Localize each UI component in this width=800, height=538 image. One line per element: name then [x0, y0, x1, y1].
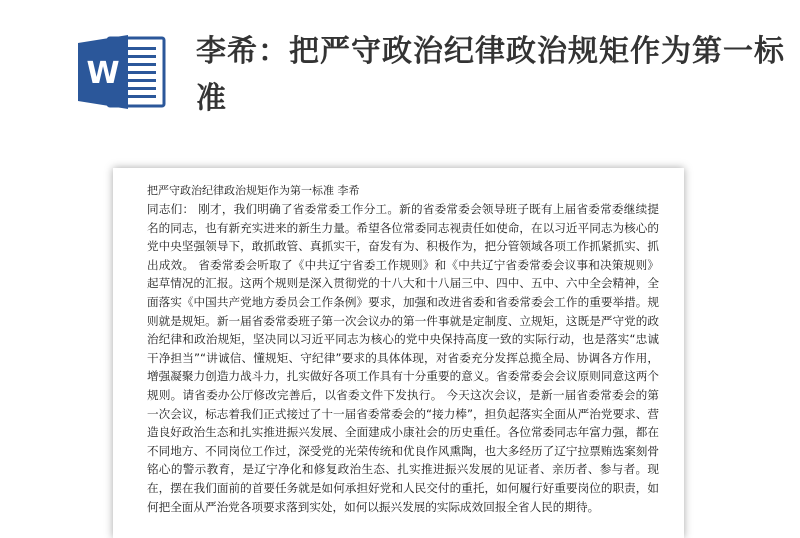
document-page	[113, 168, 684, 538]
document-content	[147, 182, 659, 516]
page-title: 李希：把严守政治纪律政治规矩作为第一标准	[196, 34, 785, 116]
word-document-icon	[76, 33, 166, 111]
document-body: 同志们： 刚才，我们明确了省委常委工作分工。新的省委常委会领导班子既有上届省委常委继续提名的同志，也有新充实进来的新生力量。希望各位常委同志视责任如使命，在以习近平同志为核心的党中央坚强领导下，敢抓敢管、真抓实干，奋发有为、积极作为，把分管领域各项工作抓紧抓实、抓出成效。 省委常委会听取了《中共辽宁省委工作规则》和《中共辽宁省委常委会议事和决策规则》起草情况的汇报。这两个规则是深入贯彻党的十八大和十八届三中、四中、五中、六中全会精神，全面落实《中国共产党地方委员会工作条例》要求，加强和改进省委和省委常委会工作的重要举措。规则就是规矩。新一届省委常委班子第一次会议办的第一件事就是定制度、立规矩，这既是严守党的政治纪律和政治规矩，坚决同以习近平同志为核心的党中央保持高度一致的实际行动，也是落实“忠诚干净担当”“讲诚信、懂规矩、守纪律”要求的具体体现，对省委充分发挥总揽全局、协调各方作用，增强凝聚力创造力战斗力，扎实做好各项工作具有十分重要的意义。省委常委会会议原则同意这两个规则。请省委办公厅修改完善后，以省委文件下发执行。 今天这次会议，是新一届省委常委会的第一次会议，标志着我们正式接过了十一届省委常委会的“接力棒”，担负起落实全面从严治党要求、营造良好政治生态和扎实推进振兴发展、全面建成小康社会的历史重任。各位常委同志年富力强，都在不同地方、不同岗位工作过，深受党的光荣传统和优良作风熏陶，也大多经历了辽宁拉票贿选案刻骨铭心的警示教育，是辽宁净化和修复政治生态、扎实推进振兴发展的见证者、亲历者、参与者。现在，摆在我们面前的首要任务就是如何承担好党和人民交付的重托，如何履行好重要岗位的职责，如何把全面从严治党各项要求落到实处，如何以振兴发展的实际成效回报全省人民的期待。	[147, 202, 659, 514]
svg-text:W: W	[86, 56, 120, 91]
document-heading: 把严守政治纪律政治规矩作为第一标准 李希	[147, 184, 360, 197]
